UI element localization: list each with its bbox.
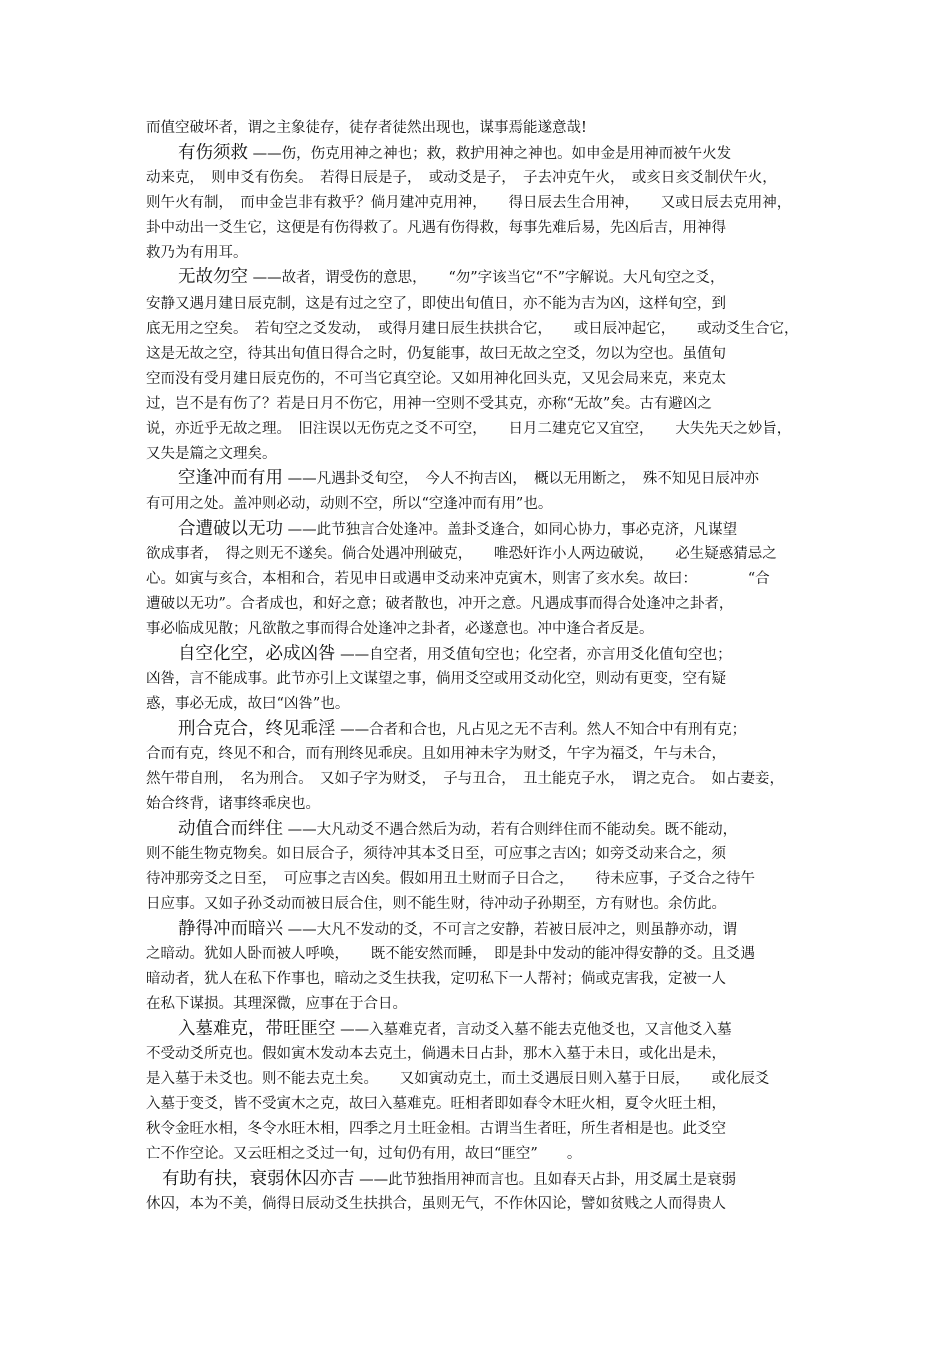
entry-line bbox=[178, 718, 746, 741]
entry-heading: 刑合克合，终见乖淫 bbox=[178, 719, 336, 739]
entry-text: ——此节独言合处逢冲。盖卦爻逢合，如同心协力，事必克济，凡谋望 bbox=[283, 522, 738, 538]
text-line: 惑，事必无成，故曰“凶咎”也。 bbox=[146, 696, 350, 712]
text-line: 心。如寅与亥合，本相和合，若见申日或遇申爻动来冲克寅木，则害了亥水矣。故曰： “合 bbox=[146, 571, 770, 587]
entry-line bbox=[178, 818, 737, 841]
text-line: 空而没有受月建日辰克伤的，不可当它真空论。又如用神化回头克，又见会局来克，来克太 bbox=[146, 371, 726, 387]
text-line: 说，亦近乎无故之理。 旧注误以无伤克之爻不可空， 日月二建克它又宜空， 大失先天之妙旨， bbox=[146, 421, 792, 437]
entry-text: ——大凡不发动的爻，不可言之安静，若被日辰冲之，则虽静亦动，谓 bbox=[283, 922, 738, 938]
entry-text: ——故者，谓受伤的意思， “勿”字该当它“不”字解说。大凡旬空之爻， bbox=[248, 270, 725, 286]
text-line: 又失是篇之文理矣。 bbox=[146, 446, 277, 462]
entry-text: ——入墓难克者，言动爻入墓不能去克他爻也，又言他爻入墓 bbox=[335, 1022, 732, 1038]
entry-text: ——合者和合也，凡占见之无不吉利。然人不知合中有刑有克； bbox=[335, 722, 747, 738]
text-line: 则不能生物克物矣。如日辰合子，须待冲其本爻日至，可应事之吉凶；如旁爻动来合之，须 bbox=[146, 846, 726, 862]
entry-heading: 有伤须救 bbox=[178, 143, 248, 163]
text-line: 欲成事者， 得之则无不遂矣。倘合处遇冲刑破克， 唯恐奸诈小人两边破说， 必生疑惑猜忌之 bbox=[146, 546, 777, 562]
text-line: 动来克， 则申爻有伤矣。 若得日辰是子， 或动爻是子， 子去冲克午火， 或亥日亥爻制伏午火， bbox=[146, 170, 777, 186]
entry-heading: 入墓难克，带旺匪空 bbox=[178, 1019, 336, 1039]
entry-line bbox=[178, 918, 737, 941]
text-line: 安静又遇月建日辰克制，这是有过之空了，即使出旬值日，亦不能为吉为凶，这样旬空，到 bbox=[146, 296, 726, 312]
text-line: 合而有克，终见不和合，而有刑终见乖戾。且如用神未字为财爻，午字为福爻，午与未合， bbox=[146, 746, 726, 762]
entry-line bbox=[178, 142, 731, 165]
entry-heading: 无故勿空 bbox=[178, 267, 248, 287]
text-line: 休囚，本为不美，倘得日辰动爻生扶拱合，虽则无气，不作休囚论，譬如贫贱之人而得贵人 bbox=[146, 1196, 726, 1212]
text-line: 不受动爻所克也。假如寅木发动本去克土，倘遇未日占卦，那木入墓于未日，或化出是未， bbox=[146, 1046, 726, 1062]
text-line: 日应事。又如子孙爻动而被日辰合住，则不能生财，待冲动子孙期至，方有财也。余仿此。 bbox=[146, 896, 726, 912]
entry-line bbox=[178, 467, 759, 490]
text-line: 底无用之空矣。 若旬空之爻发动， 或得月建日辰生扶拱合它， 或日辰冲起它， 或动爻生合它， bbox=[146, 321, 799, 337]
entry-text: ——凡遇卦爻旬空， 今人不拘吉凶， 概以无用断之， 殊不知见日辰冲亦 bbox=[283, 471, 759, 487]
entry-heading: 有助有扶，衰弱休囚亦吉 bbox=[162, 1169, 355, 1189]
entry-text: ——此节独指用神而言也。且如春天占卦，用爻属土是衰弱 bbox=[354, 1172, 737, 1188]
text-line: 在私下谋损。其理深微，应事在于合日。 bbox=[146, 996, 407, 1012]
entry-line bbox=[178, 643, 732, 666]
text-line: 过，岂不是有伤了？若是日月不伤它，用神一空则不受其克，亦称“无故”矣。古有避凶之 bbox=[146, 396, 712, 412]
entry-line bbox=[178, 518, 737, 541]
text-line: 然午带自刑， 名为刑合。 又如子字为财爻， 子与丑合， 丑土能克子水， 谓之克合。 如占妻妾， bbox=[146, 771, 784, 787]
entry-text: ——自空者，用爻值旬空也；化空者，亦言用爻化值旬空也； bbox=[335, 647, 732, 663]
text-line: 卦中动出一爻生它，这便是有伤得救了。凡遇有伤得救，每事先难后易，先凶后吉，用神得 bbox=[146, 220, 726, 236]
text-line: 凶咎，言不能成事。此节亦引上文谋望之事，倘用爻空或用爻动化空，则动有更变，空有疑 bbox=[146, 671, 726, 687]
text-line: 这是无故之空，待其出旬值日得合之时，仍复能事，故曰无故之空爻，勿以为空也。虽值旬 bbox=[146, 346, 726, 362]
text-line: 暗动者，犹人在私下作事也，暗动之爻生扶我，定叨私下一人帮衬；倘或克害我，定被一人 bbox=[146, 971, 726, 987]
entry-text: ——伤，伤克用神之神也；救，救护用神之神也。如申金是用神而被午火发 bbox=[248, 146, 732, 162]
entry-text: ——大凡动爻不遇合然后为动，若有合则绊住而不能动矣。既不能动， bbox=[283, 822, 738, 838]
entry-heading: 动值合而绊住 bbox=[178, 819, 283, 839]
text-line: 有可用之处。盖冲则必动，动则不空，所以“空逢冲而有用”也。 bbox=[146, 496, 553, 512]
entry-heading: 合遭破以无功 bbox=[178, 519, 283, 539]
text-line: 是入墓于未爻也。则不能去克土矣。 又如寅动克土，而土爻遇辰日则入墓于日辰， 或化辰爻 bbox=[146, 1071, 770, 1087]
text-line: 亡不作空论。又云旺相之爻过一旬，过旬仍有用，故曰“匪空” 。 bbox=[146, 1146, 582, 1162]
text-line: 待冲那旁爻之日至， 可应事之吉凶矣。假如用丑土财而子日合之， 待未应事，子爻合之待午 bbox=[146, 871, 755, 887]
entry-heading: 空逢冲而有用 bbox=[178, 468, 283, 488]
text-line: 入墓于变爻，皆不受寅木之克，故曰入墓难克。旺相者即如春令木旺火相，夏令火旺土相， bbox=[146, 1096, 726, 1112]
text-line: 之暗动。犹如人卧而被人呼唤， 既不能安然而睡， 即是卦中发动的能冲得安静的爻。且爻遇 bbox=[146, 946, 755, 962]
text-line: 秋令金旺水相，冬令水旺木相，四季之月土旺金相。古谓当生者旺，所生者相是也。此爻空 bbox=[146, 1121, 726, 1137]
entry-line bbox=[178, 1018, 732, 1041]
text-line: 而值空破坏者，谓之主象徒存，徒存者徒然出现也，谋事焉能遂意哉! bbox=[146, 120, 587, 136]
entry-heading: 静得冲而暗兴 bbox=[178, 919, 283, 939]
entry-heading: 自空化空，必成凶咎 bbox=[178, 644, 336, 664]
text-line: 始合终背，诸事终乖戾也。 bbox=[146, 796, 320, 812]
text-line: 救乃为有用耳。 bbox=[146, 245, 248, 261]
entry-line bbox=[162, 1168, 736, 1191]
text-line: 则午火有制， 而申金岂非有救乎？倘月建冲克用神， 得日辰去生合用神， 又或日辰去克用神， bbox=[146, 195, 792, 211]
text-line: 遭破以无功”。合者成也，和好之意；破者散也，冲开之意。凡遇成事而得合处逢冲之卦者， bbox=[146, 596, 734, 612]
entry-line bbox=[178, 266, 725, 289]
text-line: 事必临成见散；凡欲散之事而得合处逢冲之卦者，必遂意也。冲中逢合者反是。 bbox=[146, 621, 654, 637]
